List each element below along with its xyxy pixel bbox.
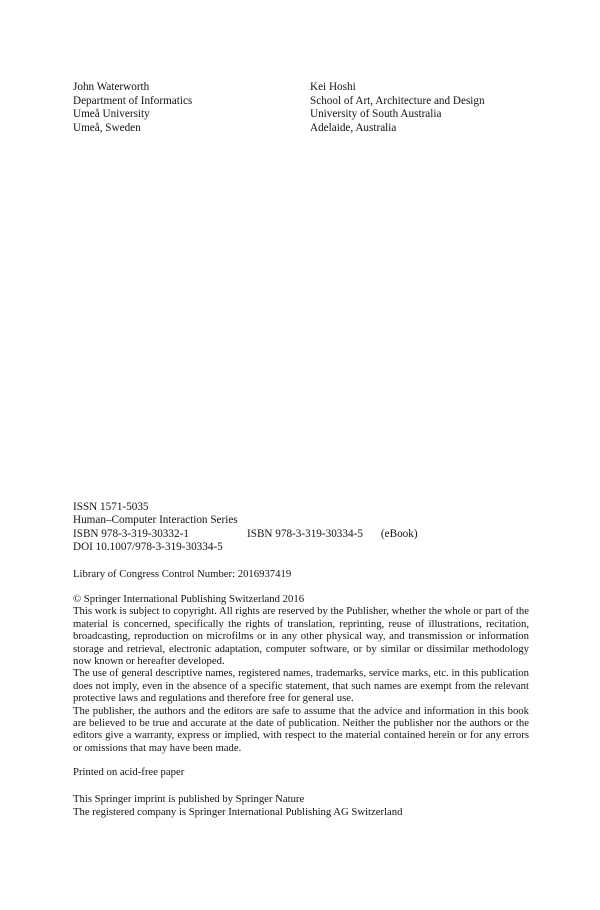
author-block-left — [73, 81, 310, 136]
copyright-paragraph-2: The use of general descriptive names, registered names, trademarks, service marks, etc. in this publication does not imply, even in the absence of a specific statement, that such names are exempt from the relevant protective laws and regulations and therefore free for general use. — [73, 667, 529, 705]
legal-block — [73, 593, 529, 754]
series-title: Human–Computer Interaction Series — [73, 514, 238, 527]
isbn-print: ISBN 978-3-319-30332-1 — [73, 527, 189, 540]
copyright-paragraph-3: The publisher, the authors and the editors are safe to assume that the advice and information in this book are believed to be true and accurate at the date of publication. Neither the publisher nor the authors or the editors give a warranty, express or implied, with respect to the material contained herein or for any errors or omissions that may have been made. — [73, 704, 529, 754]
author-contact-block — [73, 81, 533, 136]
issn-line: ISSN 1571-5035 — [73, 501, 149, 513]
lccn-line: Library of Congress Control Number: 2016937419 — [73, 568, 292, 580]
registered-company-line: The registered company is Springer International Publishing AG Switzerland — [73, 805, 403, 818]
imprint-block — [73, 793, 543, 818]
imprint-line: This Springer imprint is published by Springer Nature — [73, 793, 305, 805]
acid-free-paper-line: Printed on acid-free paper — [73, 766, 185, 778]
doi-line: DOI 10.1007/978-3-319-30334-5 — [73, 540, 223, 553]
author-affiliation-department: Department of Informatics — [73, 94, 193, 107]
author-affiliation-city: Adelaide, Australia — [310, 122, 397, 135]
ebook-label: (eBook) — [380, 527, 418, 540]
publication-identifiers — [73, 501, 543, 554]
author-name: Kei Hoshi — [310, 81, 356, 93]
author-name: John Waterworth — [73, 81, 150, 93]
author-affiliation-university: University of South Australia — [310, 108, 442, 121]
isbn-ebook: ISBN 978-3-319-30334-5 — [247, 527, 363, 540]
author-affiliation-university: Umeå University — [73, 108, 150, 121]
copyright-paragraph-1: This work is subject to copyright. All rights are reserved by the Publisher, whether the whole or part of the material is concerned, specifically the rights of translation, reprinting, reuse of illustrations, recitation, broadcasting, reproduction on microfilms or in any other physical way, and transmission or information storage and retrieval, electronic adaptation, computer software, or by similar or dissimilar methodology now known or hereafter developed. — [73, 605, 529, 668]
author-block-right — [310, 81, 533, 136]
isbn-row — [73, 528, 543, 541]
author-affiliation-city: Umeå, Sweden — [73, 122, 141, 135]
copyright-notice: © Springer International Publishing Switzerland 2016 — [73, 593, 305, 605]
author-affiliation-department: School of Art, Architecture and Design — [310, 94, 485, 107]
